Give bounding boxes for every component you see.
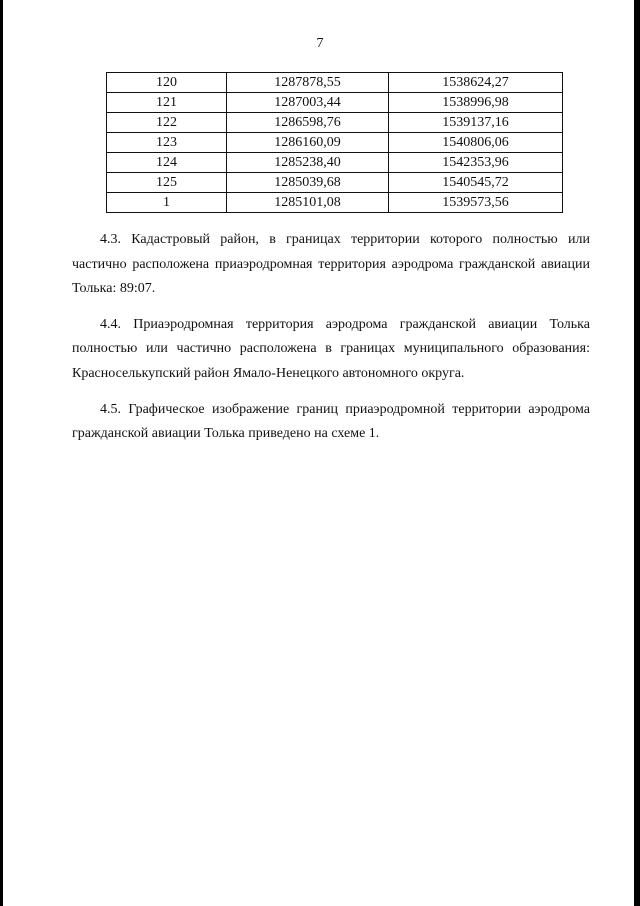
y-coordinate-cell: 1539137,16: [389, 113, 563, 133]
point-number-cell: 1: [107, 193, 227, 213]
y-coordinate-cell: 1540806,06: [389, 133, 563, 153]
y-coordinate-cell: 1538624,27: [389, 73, 563, 93]
coordinates-table: [106, 72, 563, 213]
point-number-cell: 122: [107, 113, 227, 133]
point-number-cell: 125: [107, 173, 227, 193]
y-coordinate-cell: 1538996,98: [389, 93, 563, 113]
y-coordinate-cell: 1539573,56: [389, 193, 563, 213]
table-row: [107, 173, 563, 193]
paragraph-graphic-scheme: 4.5. Графическое изображение границ приаэродромной территории аэродрома гражданской авиации Толька приведено на схеме 1.: [72, 401, 590, 442]
x-coordinate-cell: 1287003,44: [227, 93, 389, 113]
point-number-cell: 124: [107, 153, 227, 173]
x-coordinate-cell: 1286160,09: [227, 133, 389, 153]
table-row: [107, 73, 563, 93]
y-coordinate-cell: 1542353,96: [389, 153, 563, 173]
page-number: 7: [316, 36, 324, 51]
table-row: [107, 93, 563, 113]
scan-edge-left: [0, 0, 3, 906]
y-coordinate-cell: 1540545,72: [389, 173, 563, 193]
table-row: [107, 113, 563, 133]
point-number-cell: 121: [107, 93, 227, 113]
table-row: [107, 133, 563, 153]
paragraph-cadastral-district: 4.3. Кадастровый район, в границах территории которого полностью или частично расположена приаэродромная территория аэродрома гражданской авиации Толька: 89:07.: [72, 232, 590, 297]
x-coordinate-cell: 1285238,40: [227, 153, 389, 173]
x-coordinate-cell: 1285101,08: [227, 193, 389, 213]
x-coordinate-cell: 1285039,68: [227, 173, 389, 193]
paragraph-municipality: 4.4. Приаэродромная территория аэродрома гражданской авиации Толька полностью или частично расположена в границах муниципального образования: Красноселькупский район Ямало-Ненецкого автономного округа.: [72, 316, 590, 381]
table-row: [107, 193, 563, 213]
x-coordinate-cell: 1287878,55: [227, 73, 389, 93]
body-text: [72, 228, 590, 447]
point-number-cell: 123: [107, 133, 227, 153]
x-coordinate-cell: 1286598,76: [227, 113, 389, 133]
scan-edge-right: [634, 0, 640, 906]
table-row: [107, 153, 563, 173]
point-number-cell: 120: [107, 73, 227, 93]
